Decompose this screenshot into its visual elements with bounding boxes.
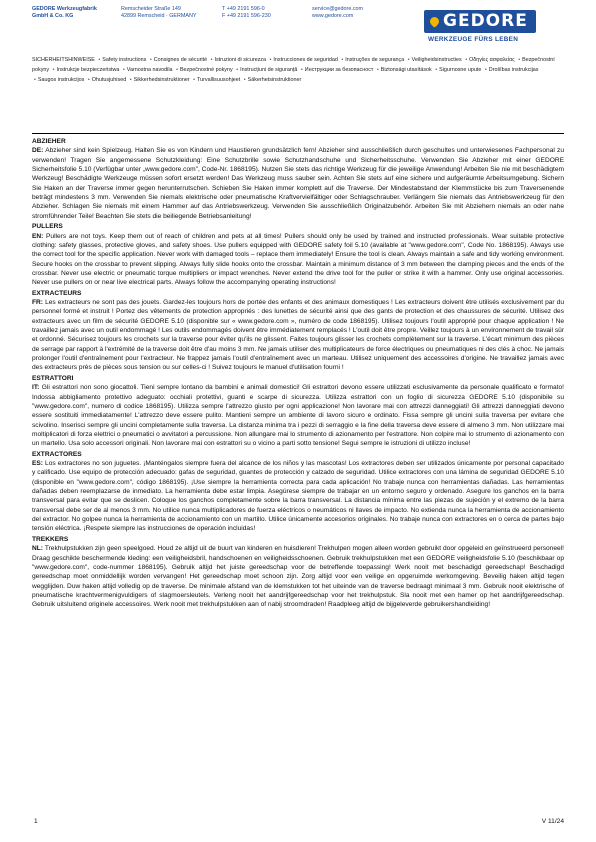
section-body: Los extractores no son juguetes. ¡Manténgalos siempre fuera del alcance de los niños y las mascotas! Los extractores deben ser utilizados únicamente por personal capacitado y calificado. Use equipo de protección adecuado: gafas de seguridad, guantes de protección y calzado de seguridad. Utilice extractores con una lámina de seguridad GEDORE 5.10 (disponible en "www.gedore.com", código 1868195). ¡Use siempre la herramienta correcta para cada aplicación! No trabaje nunca con herramientas dañadas. Las herramientas dañadas deben reemplazarse de inmediato. La herramienta debe estar limpia. Asegúrese siempre de trabajar en un entorno seguro y ordenado. Asegure los ganchos en la barra transversal para evitar que se deslicen. Coloque los ganchos completamente sobre la barra transversal. La distancia mínima entre las piezas de sujeción y el extremo de la barra transversal debe ser de al menos 3 mm. No utilice nunca multiplicadores de fuerza eléctricos o neumáticos ni llaves de impacto. No extienda nunca la herramienta de accionamiento del extractor. No golpee nunca la herramienta de accionamiento con un martillo. Utilice únicamente accesorios originales. No trabaje nunca con extractores en o cerca de partes bajo tensión eléctrica. ¡Respete siempre las instrucciones de operación incluidas!: [32, 460, 564, 533]
section-text: [32, 146, 564, 221]
bullet-separator: •: [484, 66, 487, 73]
language-item: Säkerhetsinstruktioner: [247, 76, 302, 83]
bullet-separator: •: [300, 66, 303, 73]
section-title: ESTRATTORI: [32, 374, 74, 382]
section-body: Pullers are not toys. Keep them out of reach of children and pets at all times! Pullers should only be used by trained and instructed professionals. Wear suitable protective clothing: safety glasses, protective gloves, and safety shoes. Use pullers equipped with GEDORE safety foil 5.10 (available at "www.gedore.com", Code No. 1868195). Always use the correct tool for the specific application. Never work with damaged tools – replace them immediately! Ensure the tool is clean. Always maintain a safe and tidy working environment. Secure hooks on the crossbar to prevent slipping. Always fully slide hooks onto the crossbar. Maintain a minimum distance of 3 mm between the clamping pieces and the ends of the crossbar. Never use electric or pneumatic torque multipliers or impact wrenches. Never extend the drive tool for the puller or strike it with a hammer. Only use original accessories. Never use pullers on or near live electrical parts. Always follow the accompanying operating instructions!: [32, 232, 564, 287]
section-title: TREKKERS: [32, 535, 69, 543]
section-text: [32, 298, 564, 373]
section-body: Les extracteurs ne sont pas des jouets. Gardez-les toujours hors de portée des enfants et des animaux domestiques ! Les extracteurs doivent être utilisés exclusivement par du personnel formé et instruit ! Portez des vêtements de protection appropriés : des lunettes de sécurité ainsi que des gants de protection et des chaussures de sécurité. Utilisez des extracteurs avec un film de sécurité GEDORE 5.10 (disponible sur « www.gedore.com », numéro de code 1868195). Utilisez toujours l'outil approprié pour chaque application ! Ne travaillez jamais avec un outil endommagé ! Les outils endommagés doivent être immédiatement remplacés ! L'outil doit être propre. Veillez toujours à un environnement de travail sûr et ordonné. Sécurisez toujours les crochets sur la traverse pour éviter qu'ils ne glissent. Faites toujours glisser les crochets complètement sur la traverse. L'écart minimum des pièces de serrage par rapport à l'extrémité de la traverse doit être d'au moins 3 mm. Ne jamais utiliser des multiplicateurs de force électriques ou pneumatiques ni des clés à choc. Ne jamais prolonger l'outil d'entraînement pour l'extracteur. Ne frappez jamais l'outil d'entraînement avec un marteau. Utilisez uniquement des accessoires d'origine. Ne travaillez jamais avec des extracteurs près de pièces sous tension ou sur celles-ci ! Suivez toujours le manuel d'utilisation fourni !: [32, 299, 564, 372]
language-item: Varnostna navodila: [126, 66, 173, 73]
bullet-separator: •: [122, 66, 125, 73]
bullet-separator: •: [210, 57, 213, 63]
section-text: [32, 383, 564, 448]
bullet-separator: •: [236, 66, 239, 73]
section-text: [32, 544, 564, 609]
section-title: EXTRACTEURS: [32, 289, 82, 297]
language-item: Sikkerhedsinstruktioner: [133, 76, 190, 83]
language-item: Instrucțiuni de siguranță: [240, 66, 298, 73]
bullet-separator: •: [243, 76, 246, 83]
language-item: Biztonsági utasítások: [380, 66, 432, 73]
brand-tagline: WERKZEUGE FÜRS LEBEN: [428, 36, 519, 43]
language-item: Instruções de segurança: [345, 57, 405, 63]
language-item: Istruzioni di sicurezza: [214, 57, 266, 63]
language-code: ES:: [32, 460, 43, 467]
page-header: [0, 0, 596, 52]
company-contact: [312, 6, 363, 21]
language-code: IT:: [32, 384, 40, 392]
language-code: NL:: [32, 545, 43, 553]
logo-text: GEDORE: [443, 11, 528, 31]
language-item: Ohutusjuhised: [91, 76, 127, 83]
bullet-separator: •: [193, 76, 196, 83]
divider: [32, 133, 564, 134]
section-body: Trekhulpstukken zijn geen speelgoed. Houd ze altijd uit de buurt van kinderen en huisdieren! Trekhulpen mogen alleen worden gebruikt door opgeleid en geïnstrueerd personeel! Draag geschikte beschermende kleding: een veiligheidsbril, handschoenen en veiligheidsschoenen. Gebruik trekhulpstukken met een GEDORE veiligheidsfolie 5.10 (beschikbaar op "www.gedore.com", code-nummer 1868195). Gebruik altijd het juiste gereedschap voor de betreffende toepassing! Werk nooit met beschadigd gereedschap! Beschadigd gereedschap moet onmiddellijk worden vervangen! Het gereedschap moet schoon zijn. Zorg altijd voor een veilige en opgeruimde werkomgeving. Beveilig haken altijd tegen wegglijden. Duw haken altijd volledig op de traverse. De minimale afstand van de klemstukken tot het uiteinde van de traverse bedraagt minimaal 3 mm. Gebruik nooit elektrische of pneumatische krachtvermenigvuldigers of slagmoersleutels. Verleng nooit het aandrijfgereedschap voor het trekhulpstuk. Sla nooit met een hamer op het aandrijfgereedschap. Gebruik uitsluitend originele accessoires. Werk nooit met trekhulpstukken aan of nabij stroomdraden! Raadpleeg altijd de bijgeleverde gebruikershandleiding!: [32, 545, 564, 609]
bullet-separator: •: [176, 66, 178, 73]
bullet-separator: •: [87, 76, 90, 83]
bullet-separator: •: [149, 57, 152, 63]
section-text: [32, 459, 564, 534]
email-link[interactable]: service@gedore.com: [312, 6, 364, 12]
company-name: GEDORE Werkzeugfabrik GmbH & Co. KG: [32, 6, 97, 20]
language-list: [32, 56, 564, 85]
bullet-separator: •: [52, 66, 55, 73]
safety-content: [32, 136, 564, 610]
bullet-separator: •: [341, 57, 344, 63]
bullet-separator: •: [518, 57, 521, 63]
section-title: ABZIEHER: [32, 138, 66, 145]
bullet-separator: •: [376, 66, 379, 73]
language-item: Instrukcje bezpieczeństwa: [56, 66, 120, 73]
section-text: [32, 232, 564, 288]
language-code: EN:: [32, 232, 44, 240]
language-item: Turvallisuusohjeet: [197, 76, 241, 83]
company-address: Remscheider Straße 149 42899 Remscheid · GERMANY: [121, 6, 197, 20]
language-item: Instrucciones de seguridad: [273, 57, 338, 63]
company-phone: T +49 2191 596-0 F +49 2191 596-230: [222, 6, 271, 20]
language-item: Sigurnosne upute: [439, 66, 482, 73]
gedore-logo: [424, 6, 564, 36]
bullet-separator: •: [34, 76, 36, 83]
bullet-separator: •: [465, 57, 468, 63]
section-body: Gli estrattori non sono giocattoli. Tieni sempre lontano da bambini e animali domestici! Gli estrattori devono essere utilizzati esclusivamente da personale qualificato e formato! Indossa abbigliamento protettivo adeguato: occhiali protettivi, guanti e scarpe di sicurezza. Utilizza estrattori con un foglio di sicurezza GEDORE 5.10 (disponibile su "www.gedore.com", numero di codice 1868195). Utilizza sempre l'attrezzo giusto per ogni applicazione! Non lavorare mai con attrezzi danneggiati! Gli attrezzi danneggiati devono essere sostituiti immediatamente! L'attrezzo deve essere pulito. Mantieni sempre un ambiente di lavoro sicuro e ordinato. Fissa sempre gli uncini sulla traversa per evitare che scivolino. Inserisci sempre gli uncini completamente sulla traversa. La distanza minima tra i pezzi di serraggio e la fine della traversa deve essere di almeno 3 mm. Non utilizzare mai moltiplicatori di forza elettrici o pneumatici o avvitatori a percussione. Non allungare mai lo strumento di azionamento per l'estrattore. Non colpire mai lo strumento di azionamento con un martello. Usa solo accessori originali. Non lavorare mai con estrattori su o vicino a parti sotto tensione! Segui sempre le istruzioni di utilizzo incluse!: [32, 384, 564, 448]
language-item: SICHERHEITSHINWEISE: [32, 57, 95, 63]
website-link[interactable]: www.gedore.com: [312, 13, 354, 20]
section-body: Abzieher sind kein Spielzeug. Halten Sie es von Kindern und Haustieren grundsätzlich fern! Abzieher sind ausschließlich durch geschultes und unterwiesenes Fachpersonal zu verwenden! Tragen Sie angemessene Schutzkleidung: Eine Schutzbrille sowie Schutzhandschuhe und Sicherheitsschuhe. Verwenden Sie Abzieher mit einer GEDORE Sicherheitsfolie 5.10 (Verfügbar unter „www.gedore.com", Code-Nr. 1868195). Nutzen Sie stets das richtige Werkzeug für die jeweilige Anwendung! Arbeiten Sie nie mit beschädigtem Werkzeug! Beschädigte Werkzeuge müssen sofort ersetzt werden! Das Werkzeug muss sauber sein. Achten Sie stets auf eine sichere und aufgeräumte Arbeitsumgebung. Sichern Sie Haken an der Traverse immer gegen herunterrutschen. Schieben Sie Haken immer komplett auf die Traverse. Der Mindestabstand der Klemmstücke bis zum Traversenende beträgt mindestens 3 mm. Verwenden Sie niemals elektrische oder pneumatische Kraftvervielfältiger oder Schlagschrauber. Verlängern Sie niemals das Antriebswerkzeug für den Abzieher. Schlagen Sie niemals mit einem Hammer auf das Antriebswerkzeug. Verwenden Sie ausschließlich Originalzubehör. Arbeiten Sie mit Abziehern niemals an oder nahe stromführender Teile! Beachten Sie stets die beiliegende Betriebsanleitung!: [32, 147, 564, 220]
language-code: FR:: [32, 299, 43, 307]
page-number: 1: [34, 818, 38, 825]
language-item: Safety instructions: [102, 57, 147, 63]
bullet-separator: •: [98, 57, 101, 63]
language-item: Инструкции за безопасност: [304, 66, 374, 73]
language-item: Οδηγίες ασφαλείας: [469, 57, 515, 63]
bullet-separator: •: [435, 66, 438, 73]
flame-icon: [428, 15, 441, 28]
bullet-separator: •: [407, 57, 410, 63]
version-label: V 11/24: [541, 818, 564, 825]
language-item: Drošības instrukcijas: [488, 66, 539, 73]
bullet-separator: •: [269, 57, 272, 63]
bullet-separator: •: [129, 76, 132, 83]
language-code: DE:: [32, 147, 44, 155]
language-item: Consignes de sécurité: [153, 57, 208, 63]
section-title: EXTRACTORES: [32, 450, 82, 458]
language-item: Bezpečnostní pokyny: [32, 57, 555, 73]
section-title: PULLERS: [32, 223, 63, 231]
language-item: Veiligheidsinstructies: [411, 57, 462, 63]
language-item: Saugos instrukcijos: [37, 76, 85, 83]
language-item: Bezpečnostné pokyny: [179, 66, 233, 73]
